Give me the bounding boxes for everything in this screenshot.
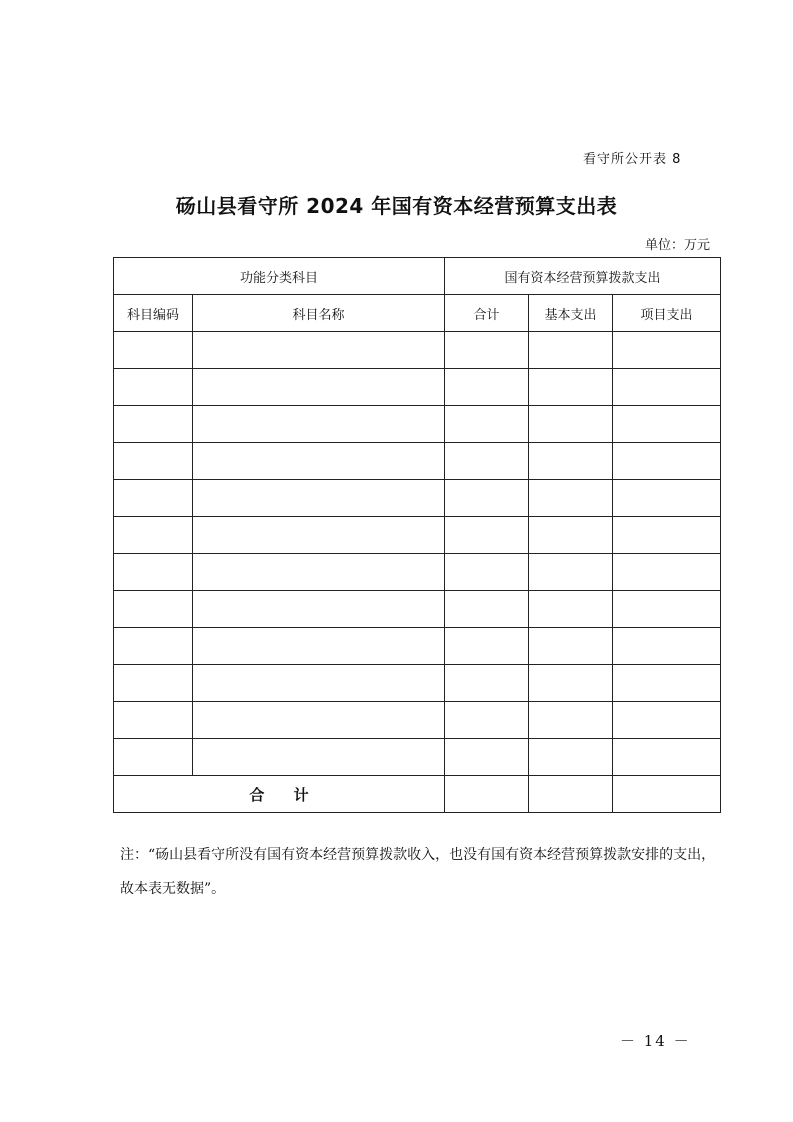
- budget-table: [113, 257, 721, 813]
- table-row: [114, 517, 721, 554]
- total-label: 合 计: [114, 776, 445, 813]
- table-cell: [445, 702, 529, 739]
- table-cell: [529, 702, 613, 739]
- table-cell: [529, 665, 613, 702]
- table-row: [114, 406, 721, 443]
- column-header-basic: 基本支出: [529, 295, 613, 332]
- table-row: [114, 591, 721, 628]
- page-number: － 14 －: [620, 1032, 691, 1050]
- page-title: 砀山县看守所 2024 年国有资本经营预算支出表: [175, 194, 618, 218]
- total-cell: [445, 776, 529, 813]
- table-column-header-row: [114, 295, 721, 332]
- table-cell: [193, 332, 445, 369]
- table-row: [114, 443, 721, 480]
- table-cell: [529, 517, 613, 554]
- table-cell: [529, 554, 613, 591]
- table-cell: [613, 665, 721, 702]
- table-cell: [114, 332, 193, 369]
- table-cell: [193, 369, 445, 406]
- table-cell: [529, 369, 613, 406]
- unit-label: 单位：万元: [644, 238, 710, 253]
- table-cell: [114, 739, 193, 776]
- table-cell: [193, 406, 445, 443]
- table-cell: [613, 591, 721, 628]
- table-cell: [445, 554, 529, 591]
- column-header-code: 科目编码: [114, 295, 193, 332]
- table-cell: [445, 739, 529, 776]
- form-number-label: 看守所公开表 8: [583, 152, 682, 167]
- table-cell: [114, 554, 193, 591]
- column-header-project: 项目支出: [613, 295, 721, 332]
- table-cell: [529, 739, 613, 776]
- total-cell: [613, 776, 721, 813]
- table-cell: [445, 480, 529, 517]
- table-cell: [529, 406, 613, 443]
- table-cell: [445, 517, 529, 554]
- table-cell: [193, 591, 445, 628]
- table-cell: [193, 517, 445, 554]
- table-cell: [529, 332, 613, 369]
- table-cell: [613, 332, 721, 369]
- table-cell: [445, 406, 529, 443]
- table-cell: [193, 443, 445, 480]
- table-row: [114, 702, 721, 739]
- table-cell: [613, 517, 721, 554]
- table-cell: [114, 480, 193, 517]
- table-cell: [445, 443, 529, 480]
- table-row: [114, 554, 721, 591]
- footnote: 注：“砀山县看守所没有国有资本经营预算拨款收入，也没有国有资本经营预算拨款安排的支出，故本表无数据”。: [120, 847, 716, 897]
- table-row: [114, 628, 721, 665]
- table-cell: [193, 554, 445, 591]
- table-cell: [529, 443, 613, 480]
- table-cell: [114, 443, 193, 480]
- group-header-functional-classification: 功能分类科目: [114, 258, 445, 295]
- table-cell: [613, 443, 721, 480]
- table-cell: [529, 480, 613, 517]
- table-cell: [193, 628, 445, 665]
- column-header-total: 合计: [445, 295, 529, 332]
- table-cell: [114, 517, 193, 554]
- table-cell: [193, 480, 445, 517]
- table-cell: [193, 702, 445, 739]
- table-cell: [445, 628, 529, 665]
- table-cell: [445, 591, 529, 628]
- table-row: [114, 480, 721, 517]
- table-cell: [114, 665, 193, 702]
- table-cell: [445, 332, 529, 369]
- column-header-name: 科目名称: [193, 295, 445, 332]
- total-cell: [529, 776, 613, 813]
- table-cell: [613, 554, 721, 591]
- table-cell: [445, 369, 529, 406]
- table-cell: [529, 591, 613, 628]
- table-cell: [613, 406, 721, 443]
- table-cell: [114, 591, 193, 628]
- table-cell: [613, 702, 721, 739]
- table-cell: [114, 628, 193, 665]
- table-row: [114, 739, 721, 776]
- table-cell: [114, 369, 193, 406]
- table-cell: [193, 665, 445, 702]
- table-cell: [114, 702, 193, 739]
- table-row: [114, 332, 721, 369]
- table-group-header-row: [114, 258, 721, 295]
- table-cell: [613, 628, 721, 665]
- table-row: [114, 665, 721, 702]
- table-cell: [613, 739, 721, 776]
- table-cell: [613, 369, 721, 406]
- table-cell: [114, 406, 193, 443]
- table-cell: [613, 480, 721, 517]
- table-total-row: [114, 776, 721, 813]
- table-cell: [445, 665, 529, 702]
- table-cell: [193, 739, 445, 776]
- table-row: [114, 369, 721, 406]
- group-header-capital-budget-expenditure: 国有资本经营预算拨款支出: [445, 258, 721, 295]
- table-cell: [529, 628, 613, 665]
